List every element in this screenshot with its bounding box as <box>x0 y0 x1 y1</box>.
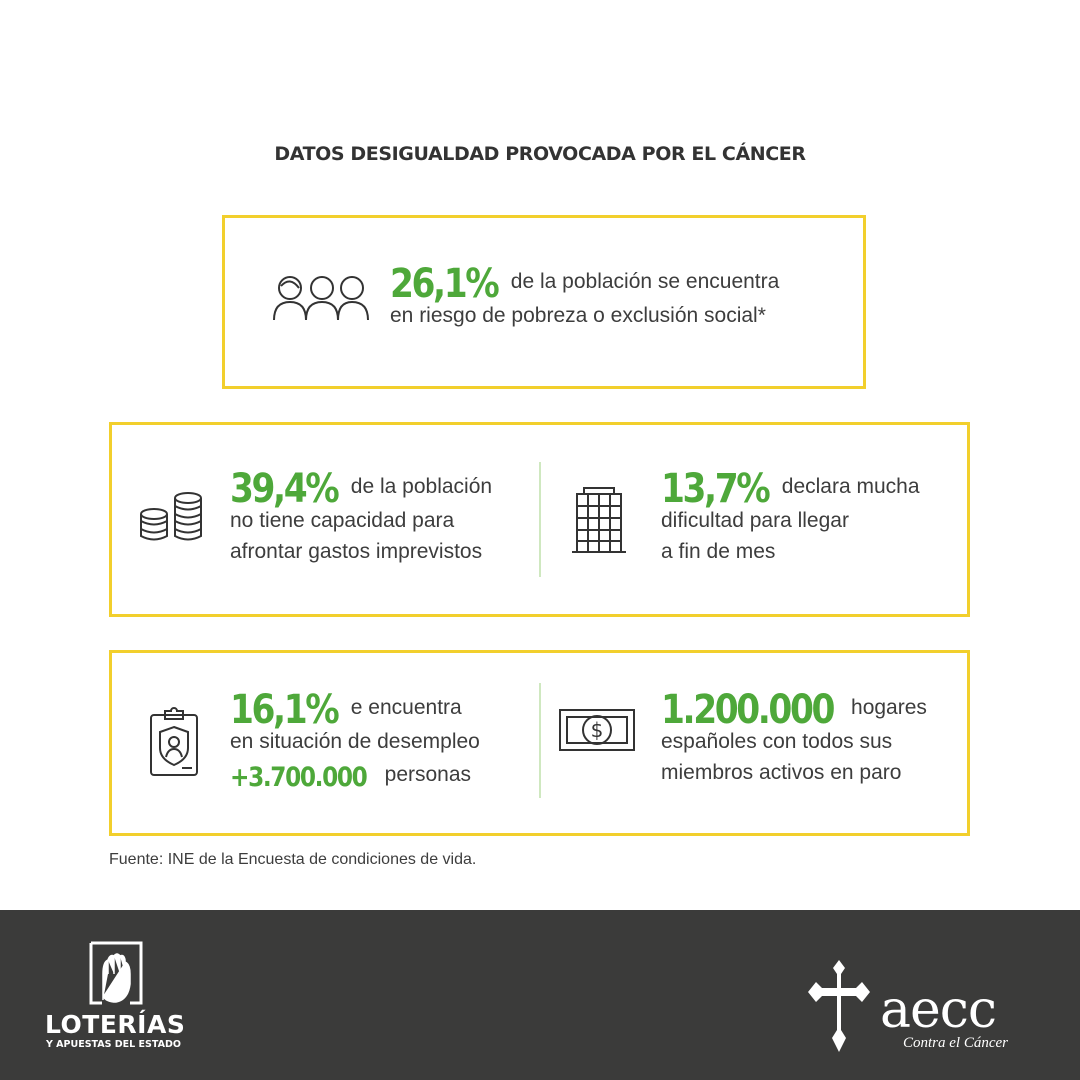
households-text-1: hogares <box>851 696 927 719</box>
unemployment-value: 16,1% <box>230 687 338 733</box>
aecc-subtitle: Contra el Cáncer <box>903 1035 1008 1051</box>
expenses-text-1: de la población <box>350 475 493 498</box>
poverty-value: 26,1% <box>390 261 498 307</box>
month-end-stat <box>661 467 920 567</box>
poverty-stat <box>390 262 779 331</box>
households-value: 1.200.000 <box>661 687 834 733</box>
loterias-name: LOTERÍAS <box>45 1010 186 1039</box>
card-divider <box>539 683 541 798</box>
page-title: DATOS DESIGUALDAD PROVOCADA POR EL CÁNCER <box>274 143 806 165</box>
building-icon <box>570 486 628 556</box>
households-stat <box>661 688 927 788</box>
unemployment-stat <box>230 688 480 793</box>
aecc-cross-icon <box>806 960 872 1054</box>
expenses-text-2: no tiene capacidad para <box>230 509 455 532</box>
unemployment-people-value: +3.700.000 <box>230 762 367 793</box>
unemployment-text-2: en situación de desempleo <box>230 730 480 753</box>
loterias-subtitle: Y APUESTAS DEL ESTADO <box>46 1039 181 1050</box>
month-end-text-1: declara mucha <box>781 475 920 498</box>
expenses-stat <box>230 467 492 567</box>
source-note: Fuente: INE de la Encuesta de condiciones de vida. <box>109 851 477 868</box>
poverty-text-1: de la población se encuentra <box>510 270 780 293</box>
people-group-icon <box>272 274 372 322</box>
expenses-value: 39,4% <box>230 466 338 512</box>
month-end-text-2: dificultad para llegar <box>661 509 849 532</box>
month-end-text-3: a fin de mes <box>661 540 776 563</box>
expenses-text-3: afrontar gastos imprevistos <box>230 540 483 563</box>
households-text-2: españoles con todos sus <box>661 730 893 753</box>
loterias-logo-icon <box>88 940 144 1006</box>
households-text-3: miembros activos en paro <box>661 761 902 784</box>
svg-text:$: $ <box>590 718 604 742</box>
coins-stack-icon <box>138 491 206 547</box>
poverty-text-2: en riesgo de pobreza o exclusión social* <box>390 304 766 327</box>
month-end-value: 13,7% <box>661 466 769 512</box>
unemployment-text-1: e encuentra <box>350 696 462 719</box>
unemployment-text-3: personas <box>384 763 472 786</box>
aecc-name: aecc <box>880 980 997 1040</box>
id-clipboard-icon <box>148 705 200 779</box>
card-divider <box>539 462 541 577</box>
banknote-icon <box>558 707 636 753</box>
